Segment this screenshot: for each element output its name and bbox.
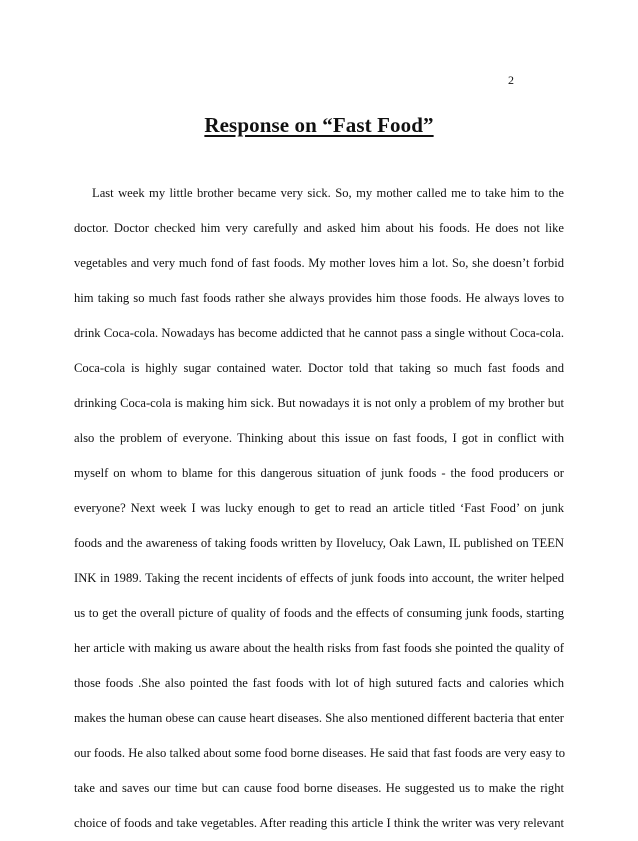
text-line: INK in 1989. Taking the recent incidents of effects of junk foods into account, the writer helped — [74, 571, 564, 585]
text-line: choice of foods and take vegetables. After reading this article I think the writer was very relevant — [74, 816, 564, 830]
text-line: myself on whom to blame for this dangerous situation of junk foods - the food producers or — [74, 466, 564, 480]
text-line: drink Coca-cola. Nowadays has become addicted that he cannot pass a single without Coca-cola. — [74, 326, 564, 340]
text-line: drinking Coca-cola is making him sick. But nowadays it is not only a problem of my brother but — [74, 396, 564, 410]
text-line: makes the human obese can cause heart diseases. She also mentioned different bacteria that enter — [74, 711, 564, 725]
text-line: foods and the awareness of taking foods written by Ilovelucy, Oak Lawn, IL published on TEEN — [74, 536, 564, 550]
text-line: everyone? Next week I was lucky enough to get to read an article titled ‘Fast Food’ on junk — [74, 501, 564, 515]
text-line: those foods .She also pointed the fast foods with lot of high sutured facts and calories which — [74, 676, 564, 690]
text-line: also the problem of everyone. Thinking about this issue on fast foods, I got in conflict with — [74, 431, 564, 445]
text-line: take and saves our time but can cause food borne diseases. He suggested us to make the right — [74, 781, 564, 795]
text-line: doctor. Doctor checked him very carefully and asked him about his foods. He does not like — [74, 221, 564, 235]
text-line: vegetables and very much fond of fast foods. My mother loves him a lot. So, she doesn’t forbid — [74, 256, 564, 270]
text-line: Last week my little brother became very sick. So, my mother called me to take him to the — [92, 186, 564, 200]
text-line: our foods. He also talked about some food borne diseases. He said that fast foods are very easy to — [74, 746, 566, 760]
body-paragraph — [74, 176, 564, 841]
text-line: him taking so much fast foods rather she always provides him those foods. He always loves to — [74, 291, 564, 305]
text-line: us to get the overall picture of quality of foods and the effects of consuming junk foods, starting — [74, 606, 564, 620]
page-title: Response on “Fast Food” — [204, 113, 434, 137]
page-number: 2 — [508, 73, 514, 87]
text-line: her article with making us aware about the health risks from fast foods she pointed the quality of — [74, 641, 564, 655]
text-line: Coca-cola is highly sugar contained water. Doctor told that taking so much fast foods and — [74, 361, 564, 375]
